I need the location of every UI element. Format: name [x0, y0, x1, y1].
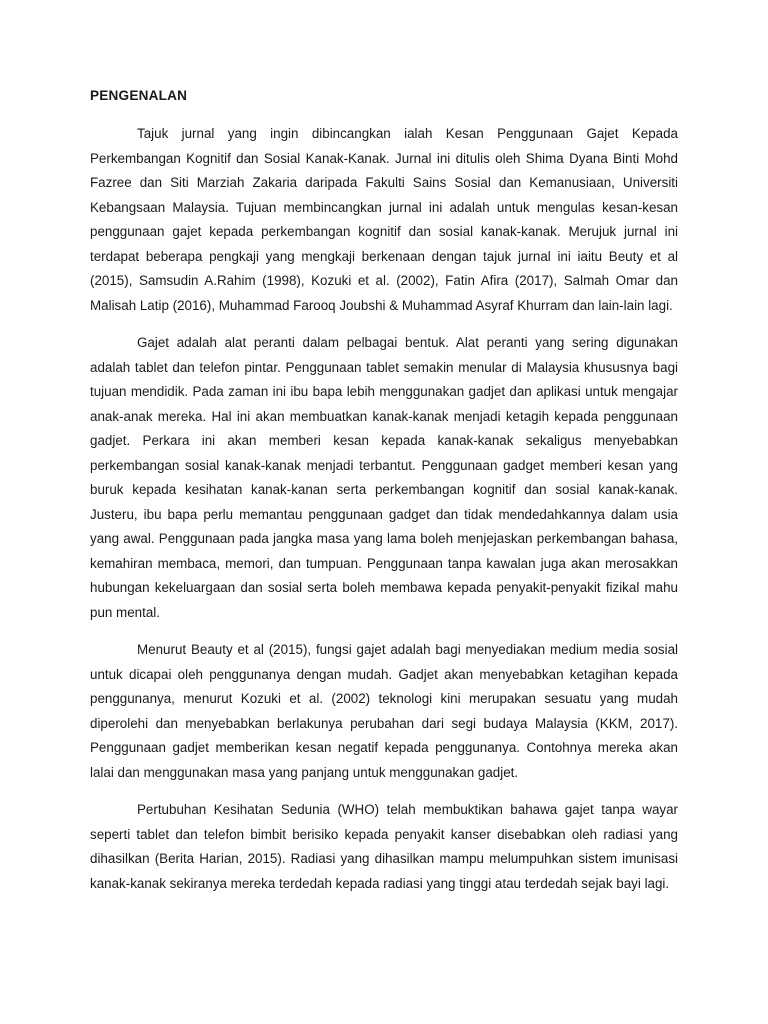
- paragraph-1: Tajuk jurnal yang ingin dibincangkan ialah Kesan Penggunaan Gajet Kepada Perkembangan Kognitif dan Sosial Kanak-Kanak. Jurnal ini ditulis oleh Shima Dyana Binti Mohd Fazree dan Siti Marziah Zakaria daripada Fakulti Sains Sosial dan Kemanusiaan, Universiti Kebangsaan Malaysia. Tujuan membincangkan jurnal ini adalah untuk mengulas kesan-kesan penggunaan gajet kepada perkembangan kognitif dan sosial kanak-kanak. Merujuk jurnal ini terdapat beberapa pengkaji yang mengkaji berkenaan dengan tajuk jurnal ini iaitu Beuty et al (2015), Samsudin A.Rahim (1998), Kozuki et al. (2002), Fatin Afira (2017), Salmah Omar dan Malisah Latip (2016), Muhammad Farooq Joubshi & Muhammad Asyraf Khurram dan lain-lain lagi.: [90, 126, 678, 313]
- paragraph-2: Gajet adalah alat peranti dalam pelbagai bentuk. Alat peranti yang sering digunakan adalah tablet dan telefon pintar. Penggunaan tablet semakin menular di Malaysia khususnya bagi tujuan mendidik. Pada zaman ini ibu bapa lebih menggunakan gadjet dan aplikasi untuk mengajar anak-anak mereka. Hal ini akan membuatkan kanak-kanak menjadi ketagih kepada penggunaan gadjet. Perkara ini akan memberi kesan kepada kanak-kanak sekaligus menyebabkan perkembangan sosial kanak-kanak menjadi terbantut. Penggunaan gadget memberi kesan yang buruk kepada kesihatan kanak-kanan serta perkembangan kognitif dan sosial kanak-kanak. Justeru, ibu bapa perlu memantau penggunaan gadget dan tidak mendedahkannya dalam usia yang awal. Penggunaan pada jangka masa yang lama boleh menjejaskan perkembangan bahasa, kemahiran membaca, memori, dan tumpuan. Penggunaan tanpa kawalan juga akan merosakkan hubungan kekeluargaan dan sosial serta boleh membawa kepada penyakit-penyakit fizikal mahu pun mental.: [90, 335, 678, 620]
- paragraph-4: Pertubuhan Kesihatan Sedunia (WHO) telah membuktikan bahawa gajet tanpa wayar seperti tablet dan telefon bimbit berisiko kepada penyakit kanser disebabkan oleh radiasi yang dihasilkan (Berita Harian, 2015). Radiasi yang dihasilkan mampu melumpuhkan sistem imunisasi kanak-kanak sekiranya mereka terdedah kepada radiasi yang tinggi atau terdedah sejak bayi lagi.: [90, 802, 678, 891]
- document-page: [90, 84, 678, 909]
- section-heading: PENGENALAN: [90, 88, 188, 103]
- paragraph-3: Menurut Beauty et al (2015), fungsi gajet adalah bagi menyediakan medium media sosial untuk dicapai oleh penggunanya dengan mudah. Gadjet akan menyebabkan ketagihan kepada penggunanya, menurut Kozuki et al. (2002) teknologi kini merupakan sesuatu yang mudah diperolehi dan menyebabkan berlakunya perubahan dari segi budaya Malaysia (KKM, 2017). Penggunaan gadjet memberikan kesan negatif kepada penggunanya. Contohnya mereka akan lalai dan menggunakan masa yang panjang untuk menggunakan gadjet.: [90, 642, 678, 780]
